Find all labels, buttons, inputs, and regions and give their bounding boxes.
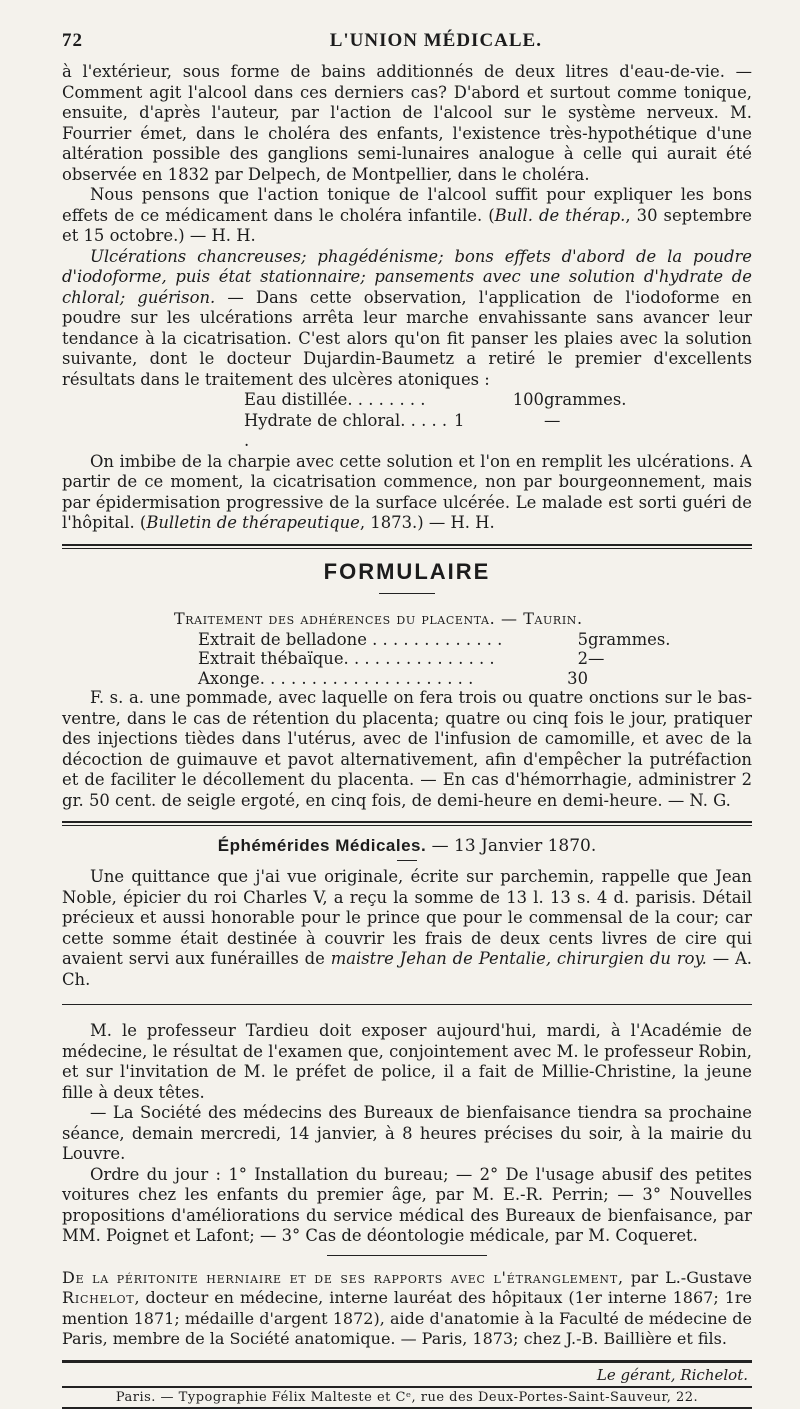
- bottom-divider: [62, 1407, 752, 1409]
- news-paragraph-2: — La Société des médecins des Bureaux de bienfaisance tiendra sa prochaine séance, demain mercredi, 14 janvier, à 8 heures précises du soir, à la mairie du Louvre.: [62, 1103, 752, 1163]
- section-divider: [327, 1255, 487, 1256]
- ulcerations-heading: Ulcérations chancreuses; phagédénisme; bons effets d'abord de la poudre d'iodoforme, puis état stationnaire; pansements avec une solution d'hydrate de chloral; guérison.: [62, 246, 752, 307]
- ephemerides-text: Une quittance que j'ai vue originale, écrite sur parchemin, rappelle que Jean Noble, épicier du roi Charles V, a reçu la somme de 13 l. 13 s. 4 d. parisis. Détail précieux et aussi honorable pour le prince que pour le commensal de la cour; car cette somme était destinée à couvrir les frais de deux cents livres de cire qui avaient servi aux funérailles de maistre Jehan de Pentalie, chirurgien du roy. — A. Ch.: [62, 867, 752, 989]
- section-divider: [62, 544, 752, 549]
- heading-underline: [397, 860, 417, 861]
- recipe-item: Hydrate de chloral. . . . . .: [244, 410, 448, 450]
- formula-text: F. s. a. une pommade, avec laquelle on fera trois ou quatre onctions sur le bas-ventre, dans le cas de rétention du placenta; quatre ou cinq fois le jour, pratiquer des injections tièdes dans l'utérus, avec de l'infusion de camomille, et avec de la décoction de guimauve et pavot alternativement, afin d'empêcher la putréfaction et de faciliter le décollement du placenta. — En cas d'hémorrhagie, administrer 2 gr. 50 cent. de seigle ergoté, en cinq fois, de demi-heure en demi-heure. — N. G.: [62, 688, 752, 810]
- ulcerations-paragraph: Ulcérations chancreuses; phagédénisme; bons effets d'abord de la poudre d'iodoforme, puis état stationnaire; pansements avec une solution d'hydrate de chloral; guérison. — Dans cette observation, l'application de l'iodoforme en poudre sur les ulcérations arrêta leur marche envahissante sans avancer leur tendance à la cicatrisation. C'est alors qu'on fit panser les plaies avec la solution suivante, dont le docteur Dujardin-Baumetz a retiré le premier d'excellents résultats dans le traitement des ulcères atoniques :: [62, 246, 752, 389]
- footer-divider: [62, 1360, 752, 1363]
- news-paragraph-3: Ordre du jour : 1° Installation du bureau; — 2° De l'usage abusif des petites voitures chez les enfants du premier âge, par M. E.-R. Perrin; — 3° Nouvelles propositions d'améliorations du service médical des Bureaux de bienfaisance, par MM. Poignet et Lafont; — 3° Cas de déontologie médicale, par M. Coqueret.: [62, 1164, 752, 1245]
- ingredient-qty: 5: [577, 629, 588, 649]
- formula-ingredients: [198, 630, 752, 689]
- printer-imprint: Paris. — Typographie Félix Malteste et Cᵉ, rue des Deux-Portes-Saint-Sauveur, 22.: [115, 1389, 699, 1405]
- recipe-qty: 1: [454, 410, 465, 430]
- recipe-unit: —: [544, 410, 561, 430]
- ingredient-name: Axonge. . . . . . . . . . . . . . . . . . . . .: [198, 668, 474, 688]
- ingredient-qty: 2: [577, 649, 588, 668]
- intro-paragraph-1: à l'extérieur, sous forme de bains additionnés de deux litres d'eau-de-vie. — Comment agit l'alcool dans ces derniers cas? D'abord et surtout comme tonique, ensuite, d'après l'auteur, par l'action de l'alcool sur le système nerveux. M. Fourrier émet, dans le choléra des enfants, l'existence très-hypothétique d'une altération possible des ganglions semi-lunaires analogue à celle qui aurait été observée en 1832 par Delpech, de Montpellier, dans le choléra.: [62, 62, 752, 184]
- ephemerides-heading: Éphémérides Médicales. — 13 Janvier 1870.: [217, 836, 597, 856]
- section-divider: [62, 1004, 752, 1005]
- formulaire-heading: FORMULAIRE: [323, 558, 491, 584]
- intro-paragraph-2: Nous pensons que l'action tonique de l'alcool suffit pour expliquer les bons effets de ce médicament dans le choléra infantile. (Bull. de thérap., 30 septembre et 15 octobre.) — H. H.: [62, 185, 752, 245]
- treatment-paragraph: On imbibe de la charpie avec cette solution et l'on en remplit les ulcérations. A partir de ce moment, la cicatrisation commence, non par bourgeonnement, mais par épidermisation progressive de la surface ulcérée. Le malade est sorti guéri de l'hôpital. (Bulletin de thérapeutique, 1873.) — H. H.: [62, 451, 752, 532]
- ingredient-unit: [588, 669, 648, 689]
- ingredient-unit: —: [588, 649, 605, 668]
- recipe-item: Eau distillée. . . . . . . .: [244, 390, 426, 409]
- journal-title: L'UNION MÉDICALE.: [329, 30, 542, 51]
- recipe-unit: grammes.: [544, 390, 627, 409]
- imprint-divider: [62, 1386, 752, 1388]
- ingredient-qty: 30: [567, 668, 588, 688]
- recipe-qty: 100: [512, 390, 544, 409]
- news-paragraph-1: M. le professeur Tardieu doit exposer aujourd'hui, mardi, à l'Académie de médecine, le résultat de l'examen que, conjointement avec M. le professeur Robin, et sur l'invitation de M. le préfet de police, il a fait de Millie-Christine, la jeune fille à deux têtes.: [62, 1021, 752, 1102]
- heading-underline: [379, 593, 435, 594]
- chloral-recipe: [244, 390, 752, 452]
- running-head: [62, 30, 752, 52]
- book-notice: De la péritonite herniaire et de ses rapports avec l'étranglement, par L.-Gustave Richelot, docteur en médecine, interne lauréat des hôpitaux (1er interne 1867; 1re mention 1871; médaille d'argent 1872), aide d'anatomie à la Faculté de médecine de Paris, membre de la Société anatomique. — Paris, 1873; chez J.-B. Baillière et fils.: [62, 1267, 752, 1348]
- formula-title: Traitement des adhérences du placenta. — Taurin.: [174, 608, 583, 628]
- ingredient-unit: grammes.: [588, 629, 671, 649]
- gerant-signature: Le gérant, Richelot.: [596, 1365, 748, 1384]
- page-number: 72: [62, 30, 83, 51]
- section-divider: [62, 821, 752, 826]
- ingredient-name: Extrait de belladone . . . . . . . . . . . . .: [198, 629, 503, 649]
- ingredient-name: Extrait thébaïque. . . . . . . . . . . . . . .: [198, 649, 495, 668]
